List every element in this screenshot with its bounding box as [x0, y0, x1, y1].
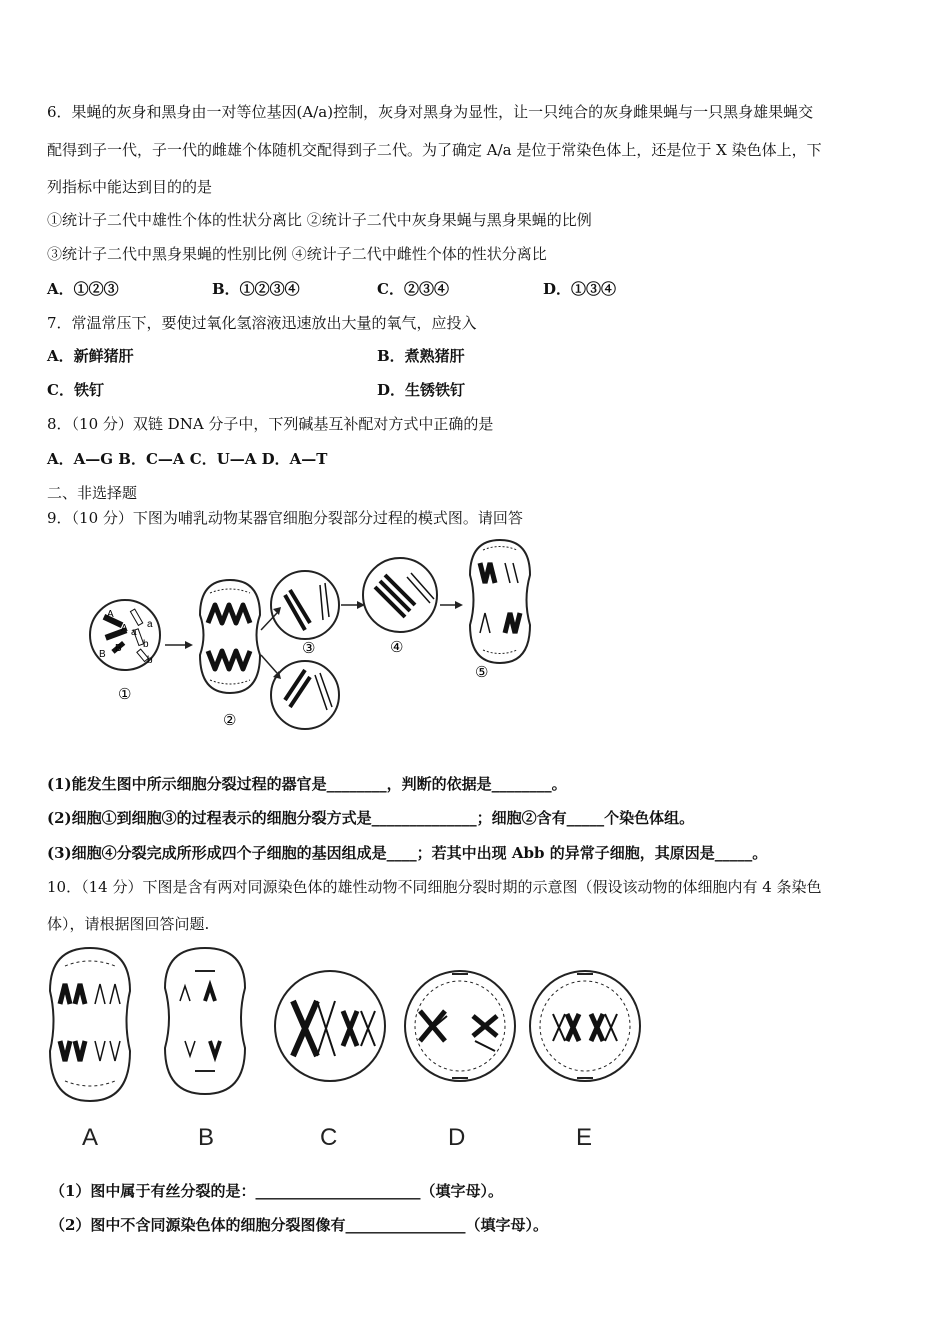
figure-b — [165, 948, 245, 1094]
figure-label-d: D — [448, 1124, 466, 1151]
cell-label-1: ① — [118, 685, 132, 703]
q10-cell-figure — [45, 946, 645, 1106]
q7-stem: 7．常温常压下，要使过氧化氢溶液迅速放出大量的氧气，应投入 — [47, 314, 477, 332]
cell-3 — [271, 571, 339, 657]
cell-2 — [200, 580, 260, 729]
q6-line2: 配得到子一代，子一代的雌雄个体随机交配得到子二代。为了确定 A/a 是位于常染色体上，还是位于 X 染色体上，下 — [47, 141, 822, 159]
q9-sub2: (2)细胞①到细胞③的过程表示的细胞分裂方式是______________；细胞②含有_____个染色体组。 — [47, 809, 695, 827]
figure-label-e: E — [576, 1124, 593, 1151]
gene-label: B — [115, 643, 122, 654]
q10-sub1: （1）图中属于有丝分裂的是：______________________（填字母）。 — [50, 1182, 503, 1200]
cell-3-bottom — [271, 661, 339, 729]
figure-e — [530, 971, 640, 1081]
gene-label: a — [131, 627, 137, 638]
q10-line2: 体），请根据图回答问题. — [47, 915, 210, 933]
q6-option-c: C．②③④ — [377, 280, 449, 298]
figure-c — [275, 971, 385, 1081]
q9-sub3: (3)细胞④分裂完成所形成四个子细胞的基因组成是____；若其中出现 Abb 的异常子细胞，其原因是_____。 — [47, 844, 768, 862]
q6-line4: ①统计子二代中雄性个体的性状分离比 ②统计子二代中灰身果蝇与黑身果蝇的比例 — [47, 211, 592, 229]
q6-line1: 6．果蝇的灰身和黑身由一对等位基因(A/a)控制，灰身对黑身为显性，让一只纯合的灰身雌果蝇与一只黑身雄果蝇交 — [47, 103, 814, 121]
q10-line1: 10．（14 分）下图是含有两对同源染色体的雄性动物不同细胞分裂时期的示意图（假设该动物的体细胞内有 4 条染色 — [47, 878, 822, 896]
q9-stem: 9．（10 分）下图为哺乳动物某器官细胞分裂部分过程的模式图。请回答 — [47, 509, 523, 527]
cell-label-3: ③ — [302, 639, 316, 657]
figure-a — [50, 948, 130, 1101]
cell-label-4: ④ — [390, 638, 404, 656]
figure-d — [405, 971, 515, 1081]
cell-4 — [363, 558, 437, 656]
q6-line3: 列指标中能达到目的的是 — [47, 178, 213, 196]
figure-label-b: B — [198, 1124, 215, 1151]
figure-label-a: A — [82, 1124, 99, 1151]
q7-option-b: B．煮熟猪肝 — [377, 347, 465, 365]
q8-stem: 8．（10 分）双链 DNA 分子中，下列碱基互补配对方式中正确的是 — [47, 415, 494, 433]
q9-sub1: (1)能发生图中所示细胞分裂过程的器官是________，判断的依据是________。 — [47, 775, 567, 793]
q6-line5: ③统计子二代中黑身果蝇的性别比例 ④统计子二代中雌性个体的性状分离比 — [47, 245, 547, 263]
gene-label: b — [143, 639, 149, 650]
q6-option-d: D．①③④ — [543, 280, 617, 298]
gene-label: b — [147, 655, 153, 666]
gene-label: B — [99, 649, 106, 660]
cell-1 — [90, 600, 160, 703]
q6-option-a: A．①②③ — [47, 280, 119, 298]
q9-cell-division-figure — [85, 535, 555, 735]
q10-sub2: （2）图中不含同源染色体的细胞分裂图像有________________（填字母）。 — [50, 1216, 548, 1234]
gene-label: A — [121, 623, 128, 634]
figure-label-c: C — [320, 1124, 338, 1151]
cell-label-2: ② — [223, 711, 237, 729]
gene-label: A — [107, 609, 114, 620]
q8-options: A．A—G B．C—A C．U—A D．A—T — [47, 450, 328, 468]
section-heading: 二、非选择题 — [47, 484, 138, 502]
gene-label: a — [147, 619, 153, 630]
q7-option-a: A．新鲜猪肝 — [47, 347, 134, 365]
cell-label-5: ⑤ — [475, 663, 489, 681]
q7-option-c: C．铁钉 — [47, 381, 104, 399]
cell-5 — [470, 540, 530, 681]
q7-option-d: D．生锈铁钉 — [377, 381, 466, 399]
q6-option-b: B．①②③④ — [212, 280, 300, 298]
